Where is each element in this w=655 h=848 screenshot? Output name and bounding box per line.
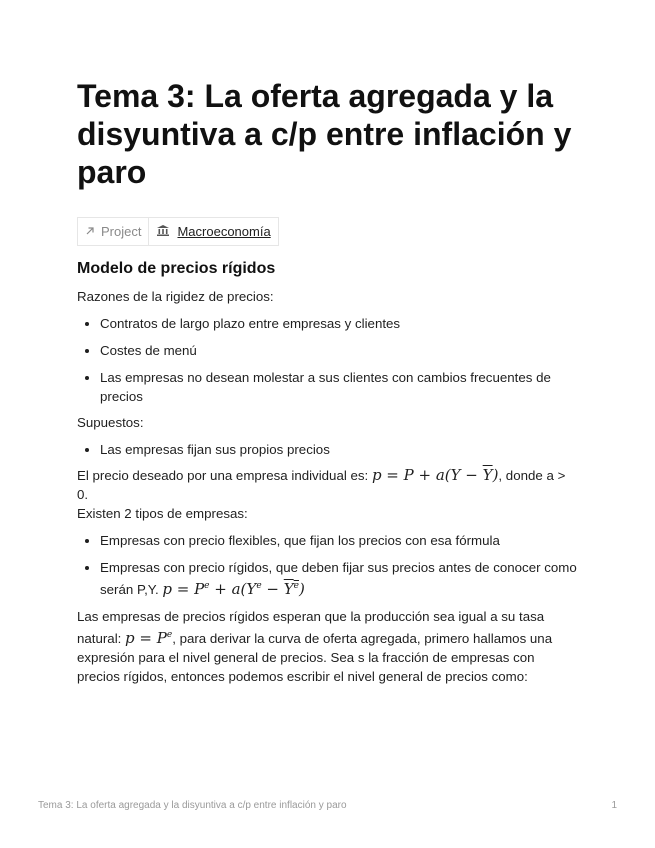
list-item: • Costes de menú xyxy=(100,341,577,360)
list-item: • Empresas con precio flexibles, que fijan los precios con esa fórmula xyxy=(100,531,577,550)
arrow-up-right-icon xyxy=(85,224,95,239)
page-title: Tema 3: La oferta agregada y la disyuntiva a c/p entre inflación y paro xyxy=(77,78,572,190)
section-heading: Modelo de precios rígidos xyxy=(77,260,276,277)
list-item: • Las empresas no desean molestar a sus clientes con cambios frecuentes de precios xyxy=(100,368,577,406)
project-link[interactable]: Macroeconomía xyxy=(177,224,271,239)
page-number: 1 xyxy=(611,800,617,811)
bank-icon xyxy=(156,224,170,240)
paragraph-desired-price: El precio deseado por una empresa individual es: $p = P + a(Y - \overline{Y})$, donde a > 0. xyxy=(77,466,566,502)
property-row xyxy=(77,217,279,246)
list-item: • Contratos de largo plazo entre empresas y clientes xyxy=(100,314,577,333)
footer-title: Tema 3: La oferta agregada y la disyuntiva a c/p entre inflación y paro xyxy=(38,800,347,811)
formula-desired-price: $p = P + a(Y - \overline{Y})$ xyxy=(371,466,499,484)
paragraph-derivation: Las empresas de precios rígidos esperan que la producción sea igual a su tasa natural: $p = P^e$, para derivar la curva de oferta agregada, primero hallamos una expresión para el nivel general de precios. Sea s la fracción de empresas con precios rígidos, entonces podemos escribir el nivel general de precios como: xyxy=(77,609,553,684)
reasons-list xyxy=(77,314,577,406)
page-footer xyxy=(38,800,617,811)
assumptions-list xyxy=(77,440,577,459)
section-body xyxy=(77,287,577,686)
property-key-label: Project xyxy=(101,224,142,239)
types-list xyxy=(77,531,577,599)
property-value[interactable] xyxy=(149,218,277,245)
property-key xyxy=(78,218,149,245)
formula-expected-price: $p = P^e$ xyxy=(125,629,173,647)
paragraph-reasons: Razones de la rigidez de precios: xyxy=(77,289,274,304)
paragraph-assumptions: Supuestos: xyxy=(77,415,144,430)
list-item: • Empresas con precio rígidos, que deben fijar sus precios antes de conocer como serán P,Y. $p = P^e + a(Y^e - Y^e)$ xyxy=(100,558,577,599)
formula-rigid-price: $p = P^e + a(Y^e - Y^e)$ xyxy=(162,580,305,598)
paragraph-types: Existen 2 tipos de empresas: xyxy=(77,506,248,521)
list-item: • Las empresas fijan sus propios precios xyxy=(100,440,577,459)
